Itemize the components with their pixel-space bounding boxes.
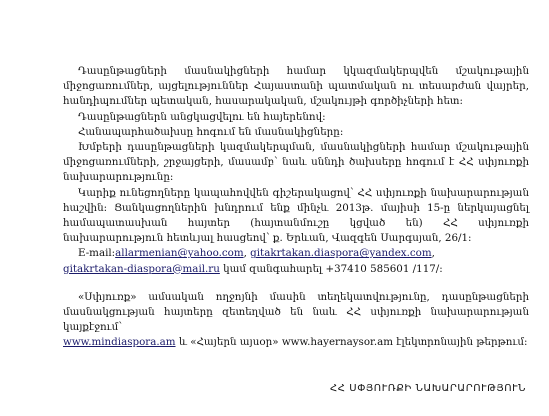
text-line: Խմբերի դասընթացների կազմակերպման, մասնակիցների համար մշակութային — [78, 141, 529, 154]
letter-body — [63, 64, 529, 351]
paragraph-ministry-expenses — [63, 140, 529, 186]
paragraph-contacts — [63, 246, 529, 276]
text-line: միջոցառումների, շրջայցերի, մասամբ՝ նաև սննդի ծախսերը հոգում է ՀՀ սփյուռքի — [63, 156, 529, 169]
separator: , — [431, 247, 435, 260]
ministry-signature: ՀՀ ՍՓՅՈՒՌՔԻ ՆԱԽԱՐԱՐՈՒԹՅՈՒՆ — [330, 383, 526, 394]
phone-text: կամ զանգահարել +37410 585601 /117/: — [223, 262, 443, 275]
text-line: Կարիք ունեցողները կապահովվեն գիշերակացով՝ ՀՀ սփյուռքի նախարարության — [78, 186, 529, 199]
paragraph-website-info — [63, 290, 529, 351]
separator: , — [243, 247, 247, 260]
text-fragment: և «Հայերն այսօր» — [178, 336, 279, 349]
paragraph-cultural-events — [63, 64, 529, 110]
email-label: E-mail: — [78, 247, 116, 260]
text-fragment: էլեկտրոնային թերթում: — [396, 336, 528, 349]
text-line: հաշվին: Ցանկացողներին խնդրում ենք մինչև 2013թ. մայիսի 15-ը ներկայացնել — [63, 201, 529, 214]
paragraph-travel-costs: Հանապարհածախսը հոգում են մասնակիցները: — [78, 125, 344, 138]
text-line: հանդիպումներ պետական, հասարակական, մշակույթի գործիչների հետ: — [63, 95, 463, 108]
email-link-yandex[interactable]: gitakrtakan.diaspora@yandex.com — [250, 247, 432, 260]
text-line: միջոցառումներ, այցելություններ Հայաստանի պատմական ու տեսարժան վայրեր, — [63, 80, 529, 93]
email-link-allarmenian[interactable]: allarmenian@yahoo.com — [115, 247, 244, 260]
text-line: Դասընթացների մասնակիցների համար կկազմակերպվեն մշակութային — [78, 65, 529, 77]
text-line: նախարարությունը: — [63, 171, 174, 184]
text-line: հասցեով՝ ք. Երևան, Վազգեն Սարգսյան, 26/1: — [216, 232, 472, 245]
website-link-hayernaysor[interactable]: www.hayernaysor.am — [281, 336, 393, 349]
text-line: համապատասխան հայտեր (հայտանմուշը կցված են) ՀՀ սփյուռքի նախարարություն հետևյալ — [63, 217, 529, 245]
email-link-mailru[interactable]: gitakrtakan-diaspora@mail.ru — [63, 262, 220, 275]
paragraph-language: Դասընթացներն անցկացվելու են հայերենով: — [78, 110, 326, 123]
text-line: մասնակցության հայտերը զետեղված են նաև ՀՀ սփյուռքի նախարարության կայքէջում՝ — [63, 306, 529, 334]
text-line: «Սփյուռք» ամսական ողջոյնի մասին տեղեկատվությունը, դասընթացների — [78, 290, 529, 303]
paragraph-accommodation-application — [63, 186, 529, 247]
website-link-mindiaspora[interactable]: www.mindiaspora.am — [63, 336, 176, 349]
